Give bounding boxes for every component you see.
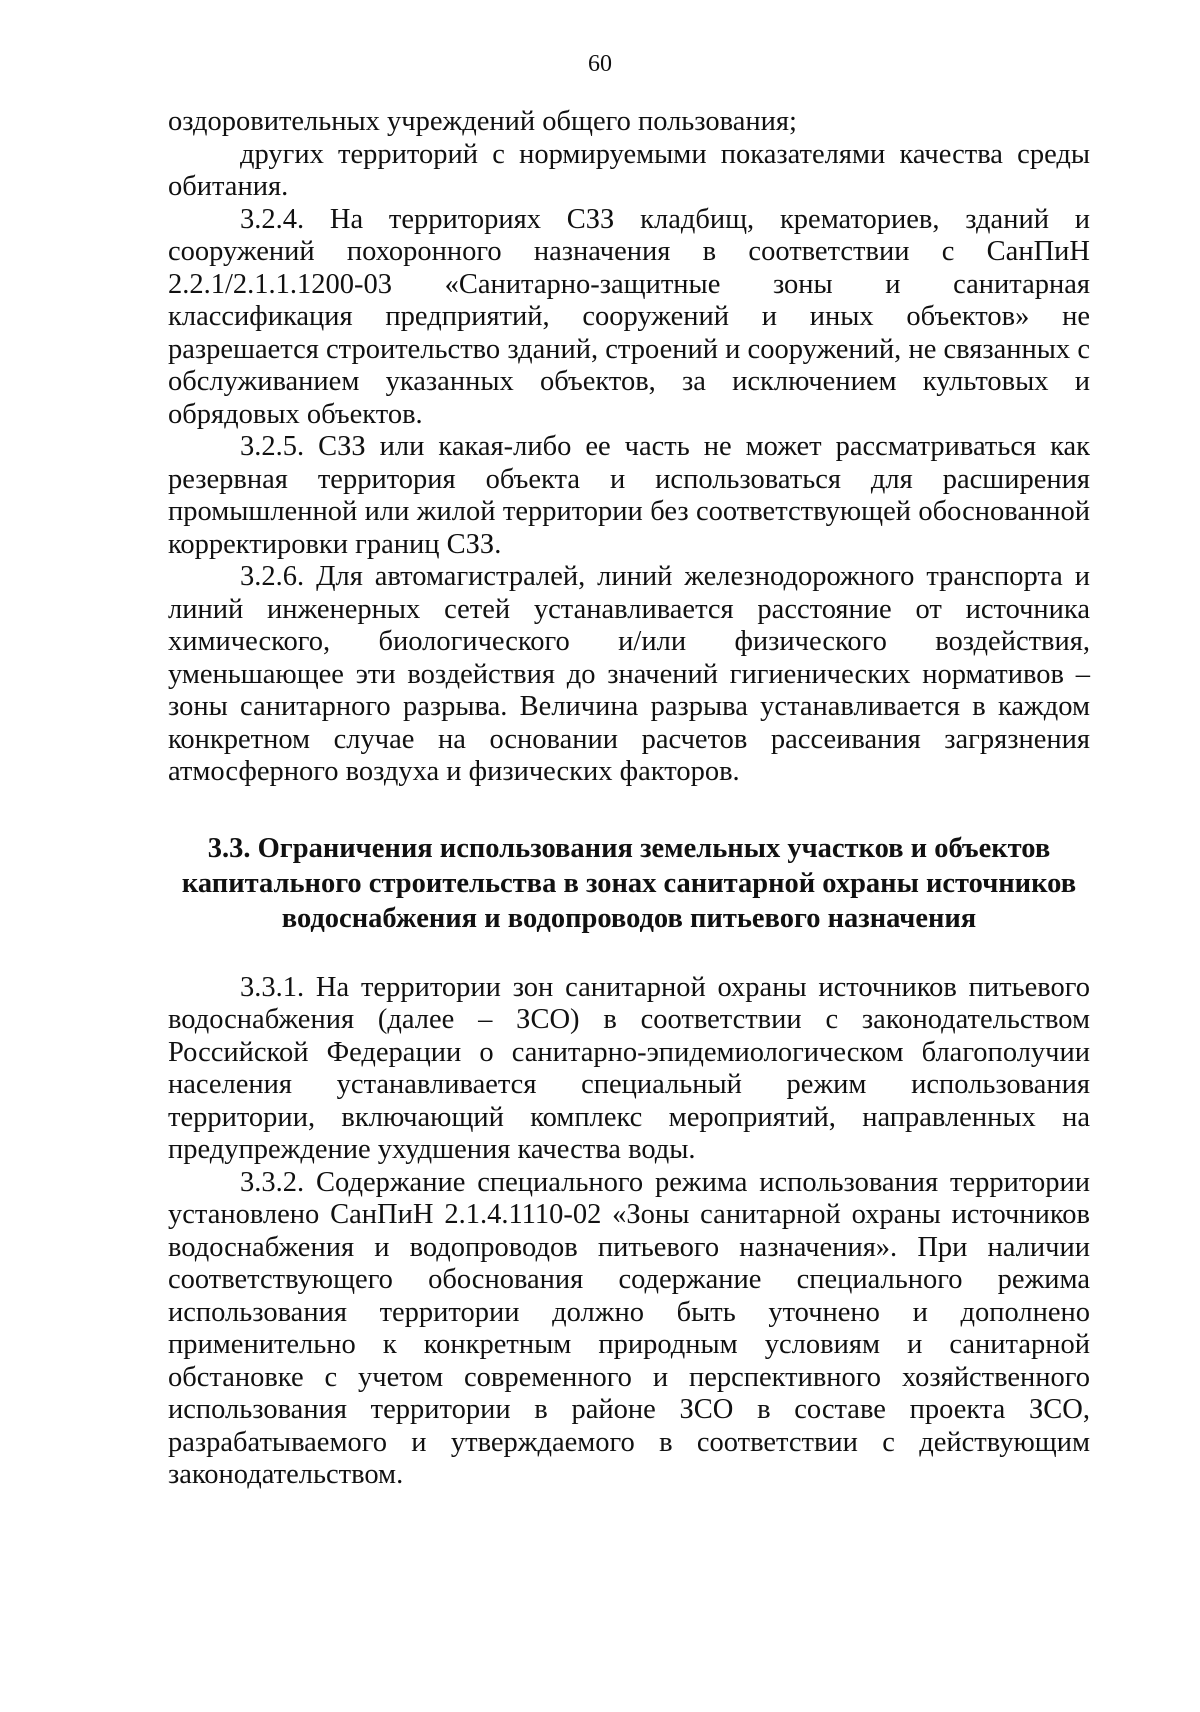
text-line: водоснабжения и водопроводов питьевого назначения». При наличии bbox=[168, 1231, 1090, 1263]
page-number: 60 bbox=[588, 51, 612, 77]
text-line: 3.3.1. На территории зон санитарной охраны источников питьевого bbox=[240, 971, 1090, 1003]
text-line: использования территории в районе ЗСО в составе проекта ЗСО, bbox=[168, 1394, 1090, 1425]
text-line: обслуживанием указанных объектов, за исключением культовых и bbox=[168, 366, 1090, 397]
text-line: обрядовых объектов. bbox=[168, 398, 423, 430]
text-line: корректировки границ СЗЗ. bbox=[168, 528, 502, 560]
text-line: 3.2.5. СЗЗ или какая-либо ее часть не может рассматриваться как bbox=[240, 431, 1090, 462]
document-body bbox=[168, 106, 1090, 1492]
text-line: соответствующего обоснования содержание специального режима bbox=[168, 1264, 1090, 1295]
paragraph-3-2-5 bbox=[168, 431, 1090, 561]
paragraph-3-3-1 bbox=[168, 972, 1090, 1167]
text-line: сооружений похоронного назначения в соответствии с СанПиН bbox=[168, 236, 1090, 267]
text-line: линий инженерных сетей устанавливается расстояние от источника bbox=[168, 593, 1090, 625]
text-line: разрабатываемого и утверждаемого в соответствии с действующим bbox=[168, 1426, 1090, 1458]
text-line: предупреждение ухудшения качества воды. bbox=[168, 1134, 696, 1165]
text-line: 3.2.4. На территориях СЗЗ кладбищ, крематориев, зданий и bbox=[240, 203, 1090, 235]
text-line: установлено СанПиН 2.1.4.1110-02 «Зоны санитарной охраны источников bbox=[168, 1199, 1090, 1230]
text-line: классификация предприятий, сооружений и иных объектов» не bbox=[168, 301, 1090, 332]
text-line: других территорий с нормируемыми показателями качества среды bbox=[240, 138, 1090, 170]
text-line: Российской Федерации о санитарно-эпидемиологическом благополучии bbox=[168, 1036, 1090, 1068]
paragraph-healthcare-facilities bbox=[168, 106, 1090, 139]
text-line: 3.3.2. Содержание специального режима использования территории bbox=[240, 1166, 1090, 1198]
heading-line: капитального строительства в зонах санитарной охраны источников bbox=[181, 867, 1077, 899]
text-line: химического, биологического и/или физического воздействия, bbox=[168, 626, 1090, 657]
text-line: оздоровительных учреждений общего пользования; bbox=[168, 106, 797, 137]
text-line: промышленной или жилой территории без соответствующей обоснованной bbox=[168, 496, 1090, 527]
text-line: законодательством. bbox=[168, 1459, 404, 1490]
text-line: разрешается строительство зданий, строений и сооружений, не связанных с bbox=[168, 333, 1090, 365]
text-line: применительно к конкретным природным условиям и санитарной bbox=[168, 1329, 1090, 1360]
text-line: атмосферного воздуха и физических факторов. bbox=[168, 756, 740, 787]
paragraph-3-2-6 bbox=[168, 561, 1090, 789]
paragraph-3-3-2 bbox=[168, 1167, 1090, 1492]
text-line: обитания. bbox=[168, 171, 289, 202]
section-heading-3-3 bbox=[168, 831, 1090, 936]
text-line: водоснабжения (далее – ЗСО) в соответствии с законодательством bbox=[168, 1004, 1090, 1035]
paragraph-other-territories bbox=[168, 139, 1090, 204]
text-line: территории, включающий комплекс мероприятий, направленных на bbox=[168, 1101, 1090, 1133]
text-line: зоны санитарного разрыва. Величина разрыва устанавливается в каждом bbox=[168, 691, 1090, 722]
text-line: населения устанавливается специальный режим использования bbox=[168, 1069, 1090, 1100]
text-line: резервная территория объекта и использоваться для расширения bbox=[168, 463, 1090, 495]
paragraph-3-2-4 bbox=[168, 204, 1090, 432]
text-line: 2.2.1/2.1.1.1200-03 «Санитарно-защитные зоны и санитарная bbox=[168, 268, 1090, 300]
text-line: уменьшающее эти воздействия до значений гигиенических нормативов – bbox=[168, 658, 1090, 690]
text-line: обстановке с учетом современного и перспективного хозяйственного bbox=[168, 1361, 1090, 1393]
heading-line: 3.3. Ограничения использования земельных участков и объектов bbox=[207, 832, 1051, 864]
text-line: использования территории должно быть уточнено и дополнено bbox=[168, 1296, 1090, 1328]
heading-line: водоснабжения и водопроводов питьевого назначения bbox=[281, 902, 977, 934]
text-line: 3.2.6. Для автомагистралей, линий железнодорожного транспорта и bbox=[240, 561, 1090, 592]
text-line: конкретном случае на основании расчетов рассеивания загрязнения bbox=[168, 723, 1090, 755]
